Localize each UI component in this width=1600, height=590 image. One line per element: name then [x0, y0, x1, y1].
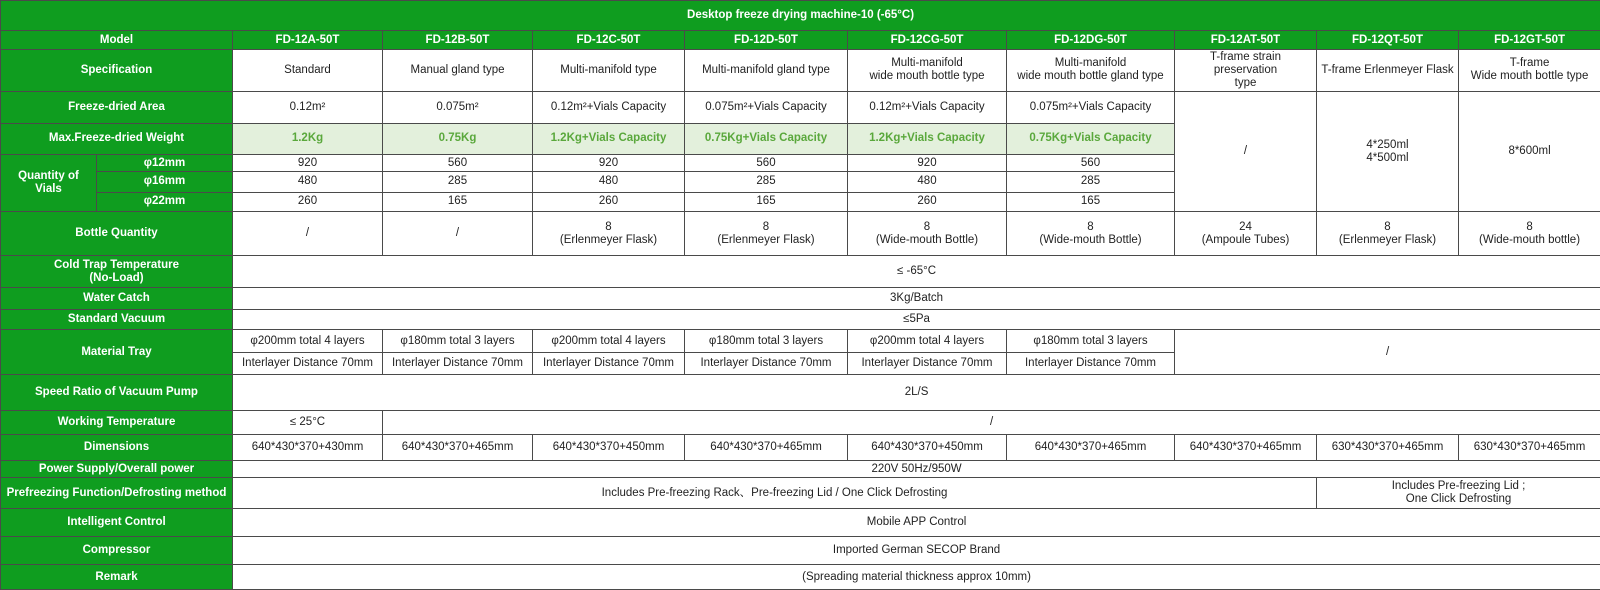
model-cell: FD-12A-50T: [233, 31, 383, 49]
vial-cell: 260: [233, 192, 383, 211]
bottle-cell: 8 (Erlenmeyer Flask): [533, 211, 685, 256]
vial-cell: 165: [383, 192, 533, 211]
power-row: [1, 461, 1600, 478]
control-value: Mobile APP Control: [233, 508, 1600, 536]
model-cell: FD-12DG-50T: [1007, 31, 1175, 49]
tray-distance-cell: Interlayer Distance 70mm: [685, 352, 848, 374]
bottle-cell: 8 (Erlenmeyer Flask): [685, 211, 848, 256]
specification-cell: Manual gland type: [383, 49, 533, 92]
remark-value: (Spreading material thickness approx 10mm): [233, 565, 1600, 590]
weight-cell: 1.2Kg: [233, 123, 383, 154]
tray-layers-cell: φ180mm total 3 layers: [383, 330, 533, 352]
vial-cell: 480: [233, 172, 383, 192]
vial-size-label: φ16mm: [97, 172, 233, 192]
row-label-specification: Specification: [1, 49, 233, 92]
model-cell: FD-12GT-50T: [1459, 31, 1600, 49]
prefreeze-row: [1, 478, 1600, 508]
cold-trap-row: [1, 256, 1600, 287]
tray-layers-cell: φ200mm total 4 layers: [233, 330, 383, 352]
bottle-cell: 24 (Ampoule Tubes): [1175, 211, 1317, 256]
vial-cell: 285: [383, 172, 533, 192]
vial-cell: 920: [533, 155, 685, 172]
row-label-weight: Max.Freeze-dried Weight: [1, 123, 233, 154]
vial-cell: 480: [848, 172, 1007, 192]
vacuum-value: ≤5Pa: [233, 310, 1600, 330]
vacuum-row: [1, 310, 1600, 330]
area-cell: 0.075m²+Vials Capacity: [685, 92, 848, 123]
row-label-compressor: Compressor: [1, 537, 233, 565]
dimensions-cell: 630*430*370+465mm: [1459, 434, 1600, 460]
tframe-capacity-cell: /: [1175, 92, 1317, 212]
dimensions-cell: 640*430*370+465mm: [685, 434, 848, 460]
row-label-vacuum: Standard Vacuum: [1, 310, 233, 330]
tray-row-layers: [1, 330, 1600, 352]
bottle-row: [1, 211, 1600, 256]
specification-cell: Standard: [233, 49, 383, 92]
row-label-cold-trap: Cold Trap Temperature (No-Load): [1, 256, 233, 287]
weight-cell: 1.2Kg+Vials Capacity: [533, 123, 685, 154]
bottle-cell: /: [383, 211, 533, 256]
model-cell: FD-12AT-50T: [1175, 31, 1317, 49]
vial-cell: 920: [848, 155, 1007, 172]
specification-cell: Multi-manifold gland type: [685, 49, 848, 92]
area-row: [1, 92, 1600, 123]
table-title: Desktop freeze drying machine-10 (-65°C): [1, 1, 1600, 31]
remark-row: [1, 565, 1600, 590]
row-label-area: Freeze-dried Area: [1, 92, 233, 123]
area-cell: 0.12m²: [233, 92, 383, 123]
row-label-tray: Material Tray: [1, 330, 233, 375]
vial-cell: 480: [533, 172, 685, 192]
row-label-remark: Remark: [1, 565, 233, 590]
model-cell: FD-12D-50T: [685, 31, 848, 49]
compressor-row: [1, 537, 1600, 565]
row-label-water-catch: Water Catch: [1, 287, 233, 309]
dimensions-cell: 640*430*370+465mm: [1175, 434, 1317, 460]
tframe-capacity-cell: 8*600ml: [1459, 92, 1600, 212]
pump-value: 2L/S: [233, 374, 1600, 410]
vial-cell: 560: [383, 155, 533, 172]
model-cell: FD-12QT-50T: [1317, 31, 1459, 49]
row-label-working-temp: Working Temperature: [1, 411, 233, 434]
working-temp-rest: /: [383, 411, 1600, 434]
vial-cell: 920: [233, 155, 383, 172]
model-cell: FD-12C-50T: [533, 31, 685, 49]
vial-cell: 560: [685, 155, 848, 172]
working-temp-first: ≤ 25°C: [233, 411, 383, 434]
pump-row: [1, 374, 1600, 410]
area-cell: 0.12m²+Vials Capacity: [848, 92, 1007, 123]
tray-layers-cell: φ180mm total 3 layers: [1007, 330, 1175, 352]
vial-cell: 285: [685, 172, 848, 192]
specification-cell: Multi-manifold type: [533, 49, 685, 92]
tframe-capacity-cell: 4*250ml 4*500ml: [1317, 92, 1459, 212]
row-label-dimensions: Dimensions: [1, 434, 233, 460]
bottle-cell: 8 (Wide-mouth Bottle): [1007, 211, 1175, 256]
row-label-power: Power Supply/Overall power: [1, 461, 233, 478]
tray-layers-cell: φ200mm total 4 layers: [533, 330, 685, 352]
specification-cell: T-frame Wide mouth bottle type: [1459, 49, 1600, 92]
vial-cell: 560: [1007, 155, 1175, 172]
model-cell: FD-12B-50T: [383, 31, 533, 49]
vial-cell: 285: [1007, 172, 1175, 192]
tray-layers-cell: φ200mm total 4 layers: [848, 330, 1007, 352]
dimensions-cell: 640*430*370+450mm: [848, 434, 1007, 460]
dimensions-cell: 640*430*370+430mm: [233, 434, 383, 460]
bottle-cell: 8 (Wide-mouth bottle): [1459, 211, 1600, 256]
row-label-model: Model: [1, 31, 233, 49]
tray-distance-cell: Interlayer Distance 70mm: [233, 352, 383, 374]
specification-cell: Multi-manifold wide mouth bottle gland type: [1007, 49, 1175, 92]
vial-cell: 165: [1007, 192, 1175, 211]
row-label-pump: Speed Ratio of Vacuum Pump: [1, 374, 233, 410]
dimensions-cell: 630*430*370+465mm: [1317, 434, 1459, 460]
vial-size-label: φ22mm: [97, 192, 233, 211]
bottle-cell: 8 (Erlenmeyer Flask): [1317, 211, 1459, 256]
water-catch-row: [1, 287, 1600, 309]
weight-cell: 0.75Kg: [383, 123, 533, 154]
vial-cell: 165: [685, 192, 848, 211]
vial-cell: 260: [533, 192, 685, 211]
prefreeze-value: Includes Pre-freezing Rack、Pre-freezing Lid / One Click Defrosting: [233, 478, 1317, 508]
area-cell: 0.075m²+Vials Capacity: [1007, 92, 1175, 123]
specification-cell: T-frame Erlenmeyer Flask: [1317, 49, 1459, 92]
tray-layers-cell: φ180mm total 3 layers: [685, 330, 848, 352]
dimensions-cell: 640*430*370+450mm: [533, 434, 685, 460]
dimensions-cell: 640*430*370+465mm: [383, 434, 533, 460]
area-cell: 0.12m²+Vials Capacity: [533, 92, 685, 123]
water-catch-value: 3Kg/Batch: [233, 287, 1600, 309]
tray-distance-cell: Interlayer Distance 70mm: [848, 352, 1007, 374]
bottle-cell: /: [233, 211, 383, 256]
tray-distance-cell: Interlayer Distance 70mm: [533, 352, 685, 374]
power-value: 220V 50Hz/950W: [233, 461, 1600, 478]
row-label-control: Intelligent Control: [1, 508, 233, 536]
area-cell: 0.075m²: [383, 92, 533, 123]
specification-row: [1, 49, 1600, 92]
model-cell: FD-12CG-50T: [848, 31, 1007, 49]
prefreeze-tframe-value: Includes Pre-freezing Lid ; One Click Defrosting: [1317, 478, 1600, 508]
control-row: [1, 508, 1600, 536]
weight-cell: 0.75Kg+Vials Capacity: [685, 123, 848, 154]
tray-tframe-value: /: [1175, 330, 1600, 375]
weight-cell: 1.2Kg+Vials Capacity: [848, 123, 1007, 154]
model-row: [1, 31, 1600, 49]
working-temp-row: [1, 411, 1600, 434]
title-row: [1, 1, 1600, 31]
tray-distance-cell: Interlayer Distance 70mm: [383, 352, 533, 374]
row-label-vials: Quantity of Vials: [1, 155, 97, 212]
vial-size-label: φ12mm: [97, 155, 233, 172]
bottle-cell: 8 (Wide-mouth Bottle): [848, 211, 1007, 256]
vial-cell: 260: [848, 192, 1007, 211]
weight-cell: 0.75Kg+Vials Capacity: [1007, 123, 1175, 154]
row-label-prefreeze: Prefreezing Function/Defrosting method: [1, 478, 233, 508]
compressor-value: Imported German SECOP Brand: [233, 537, 1600, 565]
row-label-bottle: Bottle Quantity: [1, 211, 233, 256]
dimensions-row: [1, 434, 1600, 460]
tray-distance-cell: Interlayer Distance 70mm: [1007, 352, 1175, 374]
specification-cell: Multi-manifold wide mouth bottle type: [848, 49, 1007, 92]
cold-trap-value: ≤ -65°C: [233, 256, 1600, 287]
specification-cell: T-frame strain preservation type: [1175, 49, 1317, 92]
dimensions-cell: 640*430*370+465mm: [1007, 434, 1175, 460]
